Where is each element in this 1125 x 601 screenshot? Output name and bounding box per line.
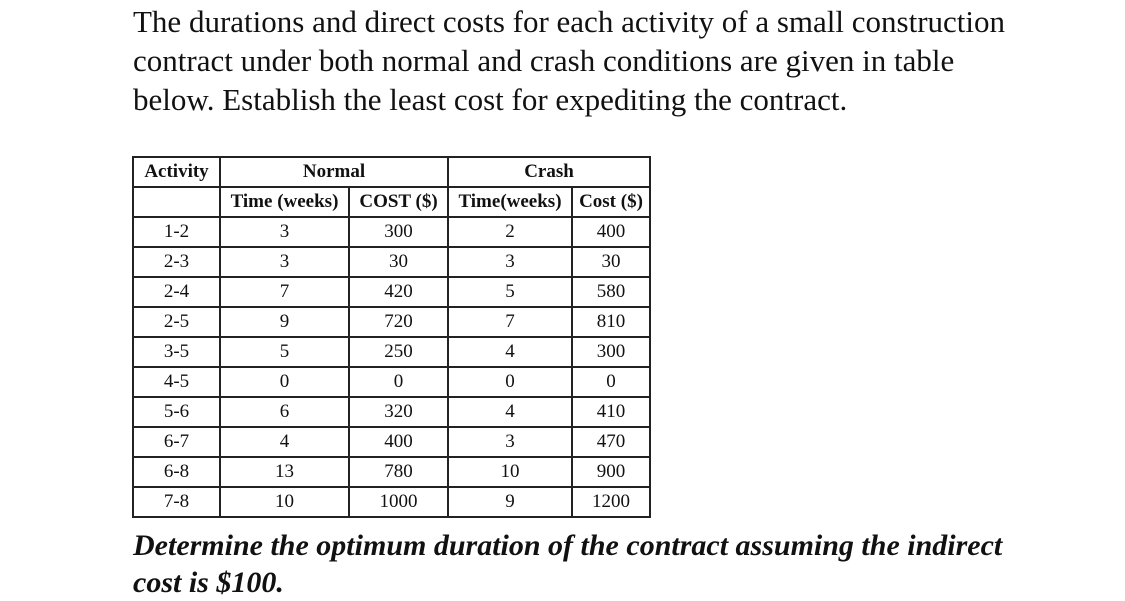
subheader-normal-time: Time (weeks) <box>220 187 349 217</box>
header-activity: Activity <box>133 157 220 187</box>
cell-normal-time: 0 <box>220 367 349 397</box>
cell-normal-time: 4 <box>220 427 349 457</box>
cell-crash-cost: 30 <box>572 247 650 277</box>
subheader-crash-time: Time(weeks) <box>448 187 572 217</box>
cell-activity: 2-4 <box>133 277 220 307</box>
table-row <box>133 487 650 517</box>
table-row <box>133 247 650 277</box>
cell-activity: 6-7 <box>133 427 220 457</box>
cell-normal-time: 13 <box>220 457 349 487</box>
cell-normal-cost: 250 <box>349 337 448 367</box>
cell-crash-cost: 1200 <box>572 487 650 517</box>
table-row <box>133 307 650 337</box>
table-row <box>133 397 650 427</box>
cell-crash-cost: 810 <box>572 307 650 337</box>
cell-activity: 2-5 <box>133 307 220 337</box>
cell-crash-time: 10 <box>448 457 572 487</box>
cell-activity: 1-2 <box>133 217 220 247</box>
cell-crash-cost: 900 <box>572 457 650 487</box>
problem-statement: The durations and direct costs for each activity of a small construction contract under both normal and crash conditions are given in table below. Establish the least cost for expediting the contract. <box>133 4 1006 117</box>
cell-normal-cost: 720 <box>349 307 448 337</box>
table-row <box>133 337 650 367</box>
cell-activity: 5-6 <box>133 397 220 427</box>
question-statement: Determine the optimum duration of the contract assuming the indirect cost is $100. <box>133 529 1003 599</box>
table-row <box>133 277 650 307</box>
cell-crash-cost: 410 <box>572 397 650 427</box>
cell-normal-cost: 1000 <box>349 487 448 517</box>
table-header-row <box>133 157 650 187</box>
cell-normal-time: 10 <box>220 487 349 517</box>
cell-normal-cost: 420 <box>349 277 448 307</box>
cell-activity: 3-5 <box>133 337 220 367</box>
cell-normal-cost: 30 <box>349 247 448 277</box>
cell-activity: 4-5 <box>133 367 220 397</box>
table-row <box>133 367 650 397</box>
cell-normal-time: 3 <box>220 247 349 277</box>
cell-normal-time: 7 <box>220 277 349 307</box>
cell-normal-time: 3 <box>220 217 349 247</box>
cell-crash-cost: 0 <box>572 367 650 397</box>
header-crash: Crash <box>448 157 650 187</box>
cell-activity: 7-8 <box>133 487 220 517</box>
subheader-empty <box>133 187 220 217</box>
cell-crash-time: 2 <box>448 217 572 247</box>
subheader-normal-cost: COST ($) <box>349 187 448 217</box>
table-row <box>133 427 650 457</box>
table-row <box>133 217 650 247</box>
cell-normal-cost: 320 <box>349 397 448 427</box>
cell-crash-time: 3 <box>448 247 572 277</box>
cell-normal-cost: 400 <box>349 427 448 457</box>
subheader-crash-cost: Cost ($) <box>572 187 650 217</box>
cell-activity: 2-3 <box>133 247 220 277</box>
cell-normal-time: 9 <box>220 307 349 337</box>
cell-crash-time: 0 <box>448 367 572 397</box>
cell-crash-cost: 470 <box>572 427 650 457</box>
activity-cost-table <box>132 156 651 518</box>
header-normal: Normal <box>220 157 448 187</box>
table-subheader-row <box>133 187 650 217</box>
cell-crash-time: 3 <box>448 427 572 457</box>
cell-crash-cost: 300 <box>572 337 650 367</box>
cell-normal-cost: 780 <box>349 457 448 487</box>
cell-crash-cost: 580 <box>572 277 650 307</box>
cell-crash-time: 4 <box>448 337 572 367</box>
cell-normal-time: 6 <box>220 397 349 427</box>
table-row <box>133 457 650 487</box>
cell-crash-time: 9 <box>448 487 572 517</box>
cell-crash-time: 5 <box>448 277 572 307</box>
cell-crash-cost: 400 <box>572 217 650 247</box>
cell-normal-cost: 300 <box>349 217 448 247</box>
cell-activity: 6-8 <box>133 457 220 487</box>
cell-crash-time: 7 <box>448 307 572 337</box>
cell-normal-cost: 0 <box>349 367 448 397</box>
cell-normal-time: 5 <box>220 337 349 367</box>
cell-crash-time: 4 <box>448 397 572 427</box>
